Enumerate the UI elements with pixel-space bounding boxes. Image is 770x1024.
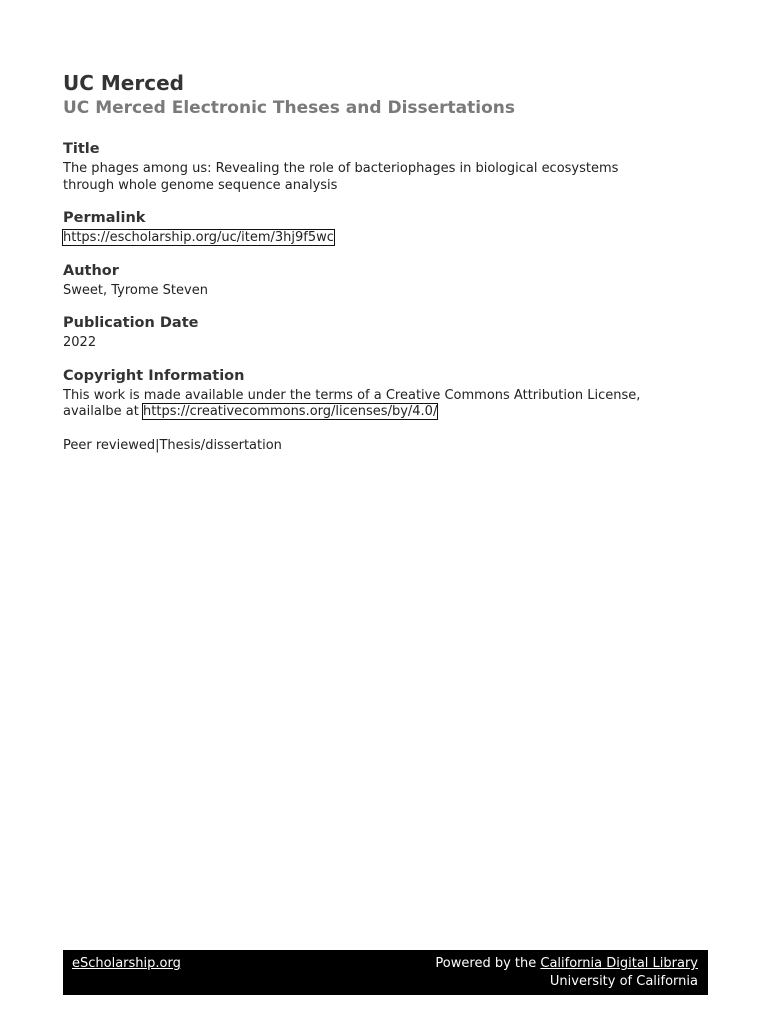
footer-right [435, 955, 698, 991]
title-section [63, 140, 713, 194]
copyright-section [63, 367, 713, 421]
author-section [63, 262, 713, 300]
peer-review-status: Peer reviewed|Thesis/dissertation [63, 437, 282, 453]
publication-date: 2022 [63, 335, 97, 350]
footer-bar [63, 950, 708, 995]
copyright-line2-prefix: availalbe at [63, 404, 144, 419]
copyright-text [63, 388, 713, 421]
author-heading: Author [63, 262, 119, 279]
powered-by-text: Powered by the [435, 956, 541, 971]
permalink-body [63, 230, 713, 247]
permalink-link[interactable]: https://escholarship.org/uc/item/3hj9f5wc [63, 230, 334, 245]
author-name: Sweet, Tyrome Steven [63, 282, 208, 298]
thesis-title-line1: The phages among us: Revealing the role of bacteriophages in biological ecosystems [63, 161, 619, 176]
copyright-heading: Copyright Information [63, 367, 245, 384]
permalink-section [63, 209, 713, 247]
cdl-link[interactable]: California Digital Library [540, 956, 698, 971]
footer-left [72, 955, 181, 973]
publication-date-section [63, 314, 713, 352]
thesis-title-line2: through whole genome sequence analysis [63, 177, 338, 193]
permalink-heading: Permalink [63, 210, 146, 226]
thesis-title [63, 161, 713, 194]
license-link[interactable]: https://creativecommons.org/licenses/by/4.0/ [143, 404, 438, 419]
escholarship-link[interactable]: eScholarship.org [72, 956, 181, 971]
title-heading: Title [63, 141, 100, 157]
document-body [63, 70, 713, 454]
publication-date-heading: Publication Date [63, 315, 199, 331]
copyright-line1: This work is made available under the terms of a Creative Commons Attribution License, [63, 387, 641, 403]
institution-name: UC Merced [63, 71, 184, 95]
series-name: UC Merced Electronic Theses and Dissertations [63, 98, 516, 118]
university-name: University of California [549, 974, 698, 989]
